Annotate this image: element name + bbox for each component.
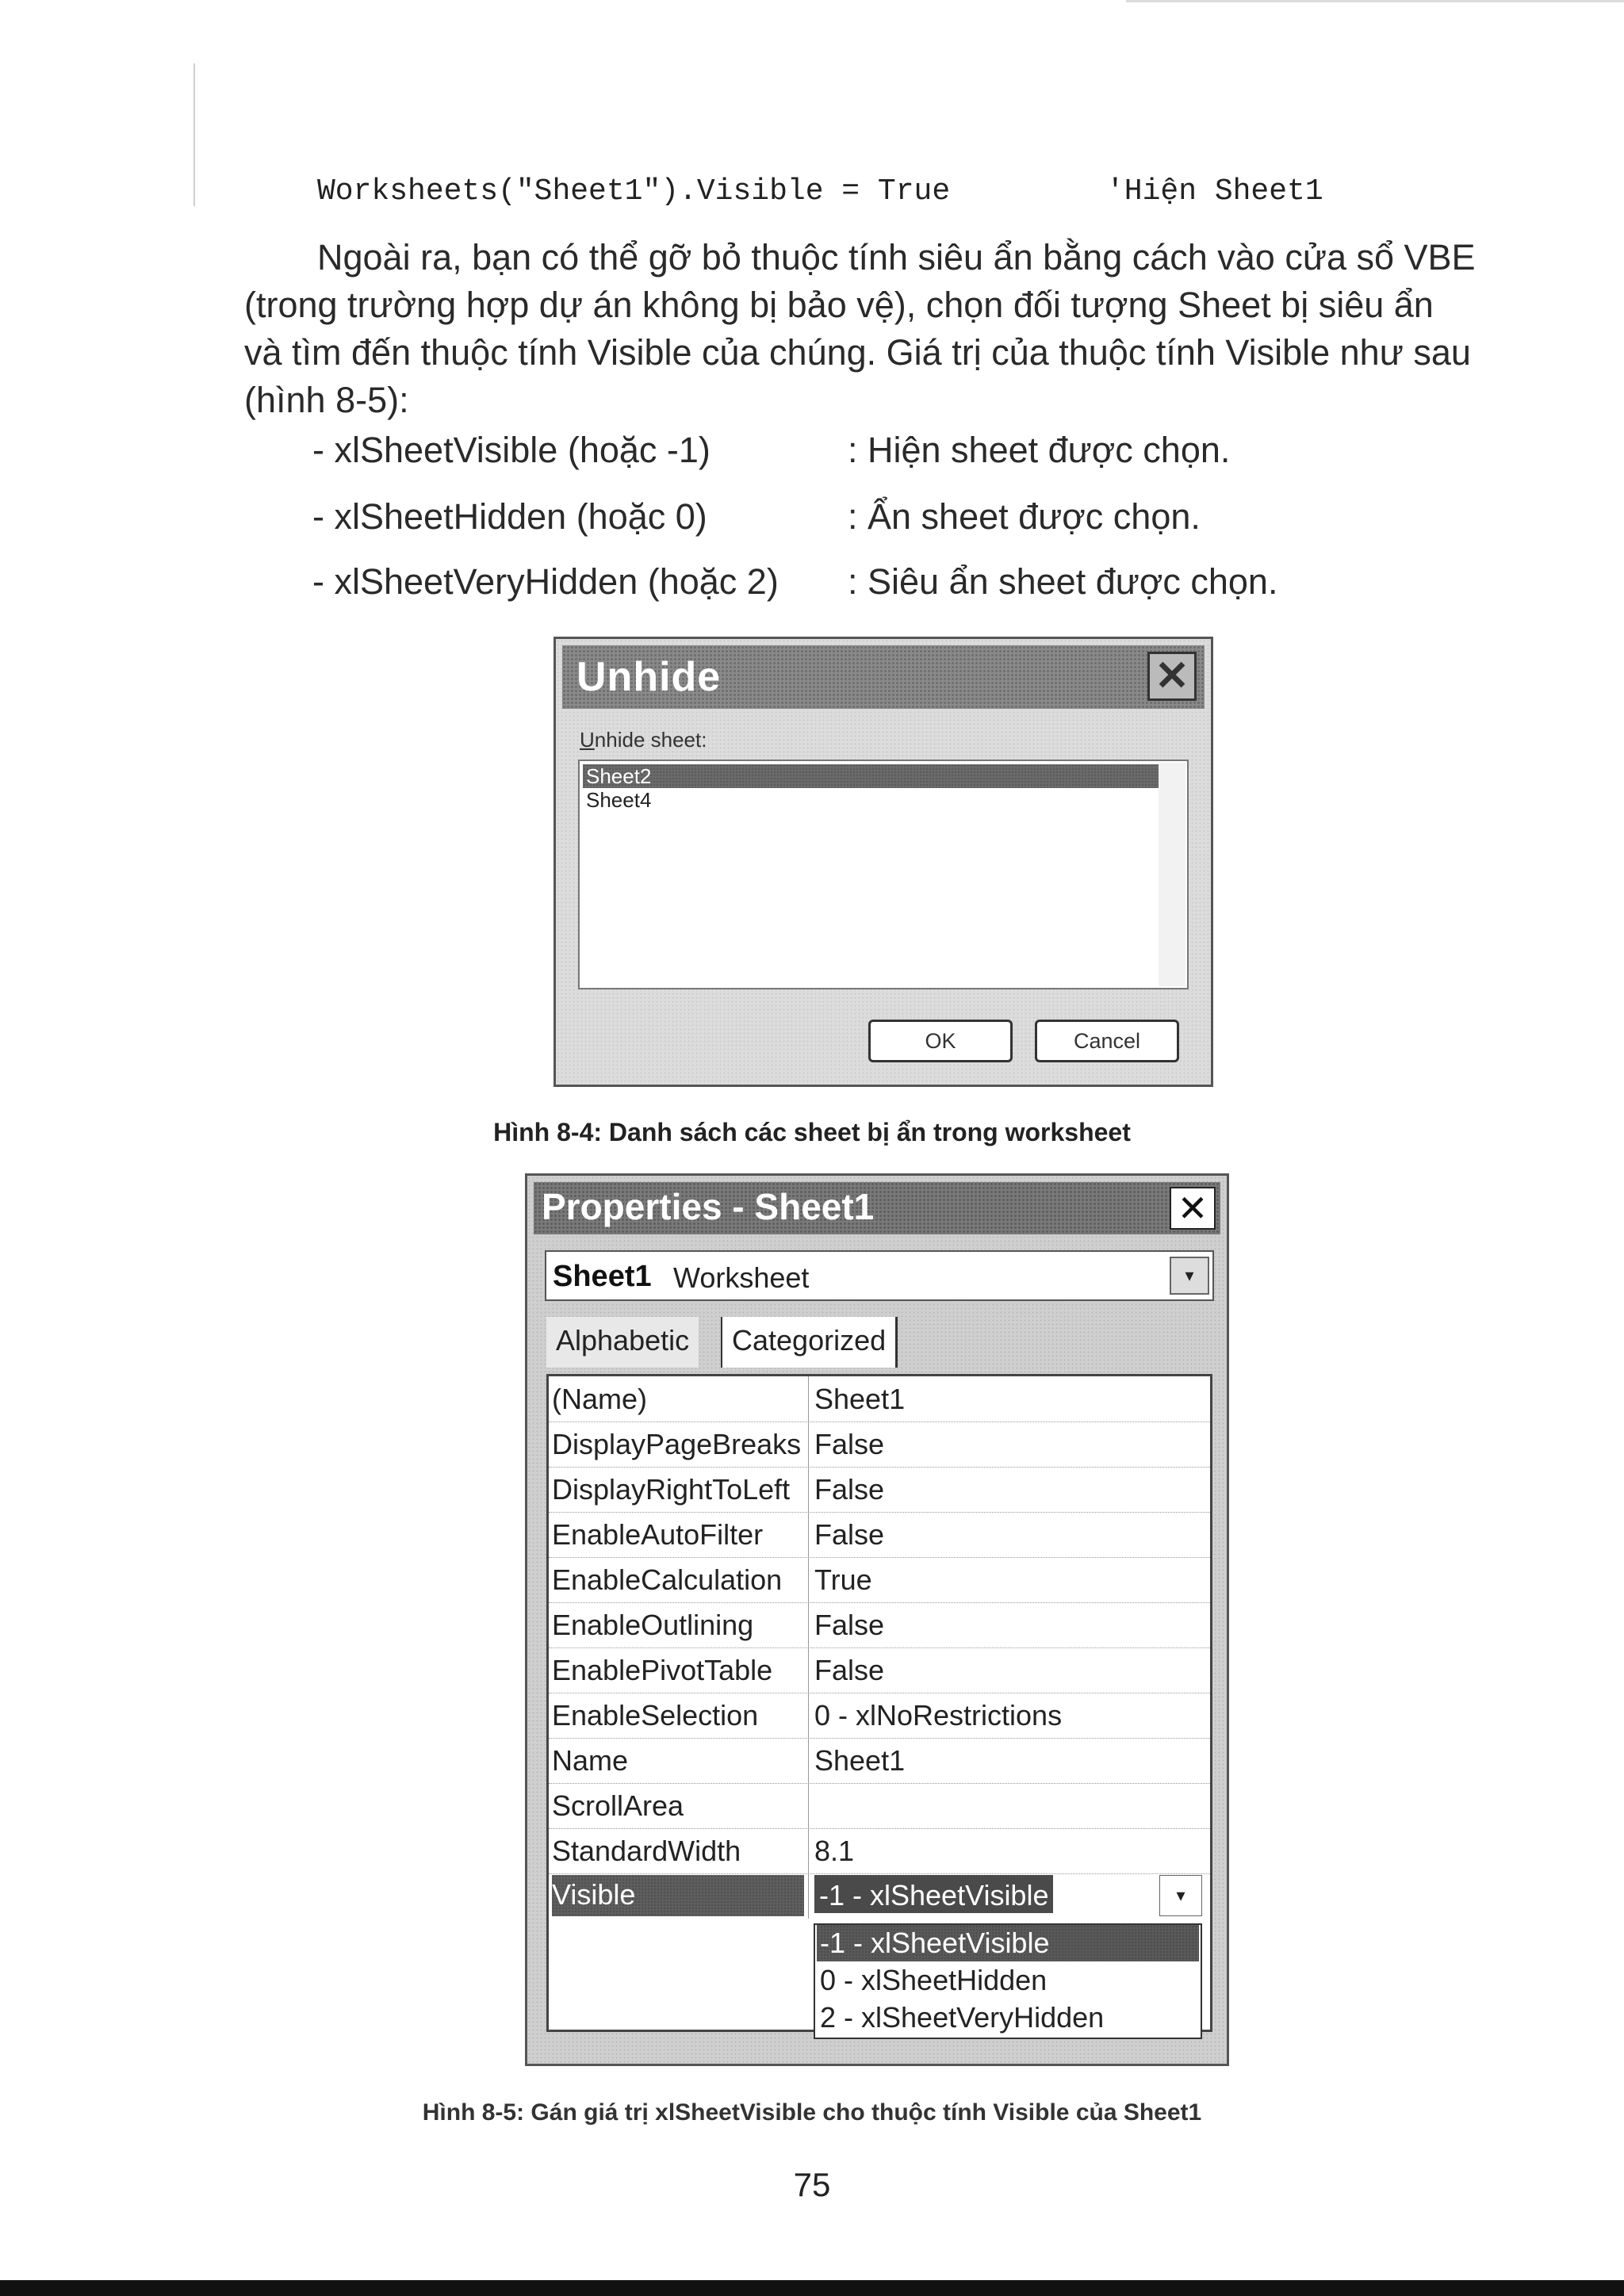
option-desc: : Ẩn sheet được chọn. (848, 496, 1201, 537)
unhide-sheet-label (580, 728, 707, 752)
dropdown-option[interactable]: -1 - xlSheetVisible (817, 1925, 1199, 1961)
code-statement: Worksheets("Sheet1").Visible = True (317, 174, 951, 209)
property-row[interactable] (549, 1557, 1210, 1603)
page-number: 75 (793, 2166, 831, 2203)
code-comment: 'Hiện Sheet1 (1106, 174, 1323, 209)
unhide-dialog (553, 637, 1213, 1087)
sheet-list[interactable] (578, 760, 1189, 989)
option-name: - xlSheetVisible (hoặc -1) (312, 430, 710, 470)
para-line-1: Ngoài ra, bạn có thể gỡ bỏ thuộc tính siêu ẩn bằng cách vào cửa sổ VBE (317, 237, 1476, 277)
list-item[interactable]: Sheet4 (586, 788, 652, 812)
scrollbar[interactable] (1159, 763, 1185, 986)
property-value[interactable]: False (814, 1473, 885, 1506)
list-item[interactable]: Sheet2 (583, 764, 1165, 788)
property-name: EnableOutlining (552, 1609, 754, 1641)
property-row[interactable] (549, 1467, 1210, 1513)
tab-alphabetic[interactable]: Alphabetic (546, 1317, 699, 1368)
para-line-4: (hình 8-5): (244, 380, 409, 420)
property-name: StandardWidth (552, 1835, 741, 1867)
close-icon: ✕ (1177, 1188, 1208, 1229)
property-name: EnableSelection (552, 1699, 759, 1732)
property-value[interactable]: True (814, 1563, 872, 1596)
figure-caption-8-5: Hình 8-5: Gán giá trị xlSheetVisible cho thuộc tính Visible của Sheet1 (422, 2099, 1202, 2126)
property-row[interactable] (549, 1602, 1210, 1648)
property-value[interactable]: Sheet1 (814, 1744, 906, 1777)
properties-title: Properties - Sheet1 (542, 1186, 875, 1227)
dialog-titlebar[interactable] (562, 645, 1205, 709)
property-row[interactable] (549, 1783, 1210, 1829)
property-name: EnableCalculation (552, 1563, 783, 1596)
property-grid (546, 1374, 1212, 2032)
chevron-down-icon[interactable]: ▾ (1159, 1875, 1202, 1916)
object-type: Worksheet (673, 1261, 810, 1294)
option-item (312, 561, 1278, 603)
dialog-title: Unhide (576, 654, 722, 700)
property-name: (Name) (552, 1383, 648, 1415)
para-line-2: (trong trường hợp dự án không bị bảo vệ), chọn đối tượng Sheet bị siêu ẩn (244, 285, 1434, 325)
label-accesskey: U (580, 728, 595, 752)
label-text: nhide sheet: (594, 728, 707, 752)
property-value[interactable]: False (814, 1654, 885, 1686)
property-row[interactable] (549, 1693, 1210, 1739)
option-desc: : Siêu ẩn sheet được chọn. (848, 561, 1278, 602)
scan-edge-top (1126, 0, 1624, 2)
option-name: - xlSheetVeryHidden (hoặc 2) (312, 561, 779, 602)
property-name: DisplayPageBreaks (552, 1428, 802, 1460)
object-name: Sheet1 (553, 1260, 652, 1293)
property-value[interactable]: 0 - xlNoRestrictions (814, 1699, 1063, 1732)
chevron-down-icon[interactable]: ▾ (1170, 1257, 1209, 1295)
figure-caption-8-4: Hình 8-4: Danh sách các sheet bị ẩn trong worksheet (493, 1118, 1131, 1146)
property-value[interactable]: False (814, 1518, 885, 1551)
property-row[interactable] (549, 1738, 1210, 1784)
object-selector[interactable] (545, 1250, 1214, 1301)
dropdown-option[interactable]: 0 - xlSheetHidden (820, 1964, 1048, 1996)
properties-titlebar[interactable] (534, 1182, 1220, 1234)
property-value[interactable]: 8.1 (814, 1835, 855, 1867)
property-name: Name (552, 1744, 629, 1777)
property-row[interactable] (549, 1512, 1210, 1558)
property-row[interactable] (549, 1422, 1210, 1468)
dropdown-option[interactable]: 2 - xlSheetVeryHidden (820, 2001, 1105, 2034)
body-paragraph (244, 234, 1497, 424)
close-button[interactable] (1170, 1187, 1216, 1230)
properties-window (525, 1173, 1229, 2066)
scan-edge-left (193, 63, 195, 206)
close-button[interactable] (1147, 652, 1197, 701)
option-item (312, 496, 1201, 538)
option-desc: : Hiện sheet được chọn. (848, 430, 1231, 470)
ok-button[interactable]: OK (868, 1020, 1013, 1062)
property-row[interactable] (549, 1647, 1210, 1693)
property-name: EnableAutoFilter (552, 1518, 764, 1551)
tab-categorized[interactable]: Categorized (721, 1317, 898, 1368)
property-name: DisplayRightToLeft (552, 1473, 791, 1506)
property-value-select[interactable]: -1 - xlSheetVisible (814, 1875, 1053, 1913)
cancel-button[interactable]: Cancel (1035, 1020, 1179, 1062)
property-row[interactable] (549, 1828, 1210, 1874)
scan-edge-bottom (0, 2280, 1624, 2296)
para-line-3: và tìm đến thuộc tính Visible của chúng. Giá trị của thuộc tính Visible như sau (244, 332, 1471, 373)
property-name: EnablePivotTable (552, 1654, 773, 1686)
property-name: ScrollArea (552, 1789, 684, 1822)
property-value[interactable]: Sheet1 (814, 1383, 906, 1415)
visible-dropdown-list (814, 1923, 1202, 2039)
property-name: Visible (552, 1875, 804, 1916)
option-name: - xlSheetHidden (hoặc 0) (312, 496, 707, 537)
option-item (312, 430, 1231, 471)
property-row[interactable] (549, 1376, 1210, 1422)
property-value[interactable]: False (814, 1428, 885, 1460)
code-line (317, 174, 1507, 209)
close-icon: ✕ (1155, 653, 1189, 699)
property-value[interactable]: False (814, 1609, 885, 1641)
property-row-selected[interactable] (549, 1873, 1210, 1919)
